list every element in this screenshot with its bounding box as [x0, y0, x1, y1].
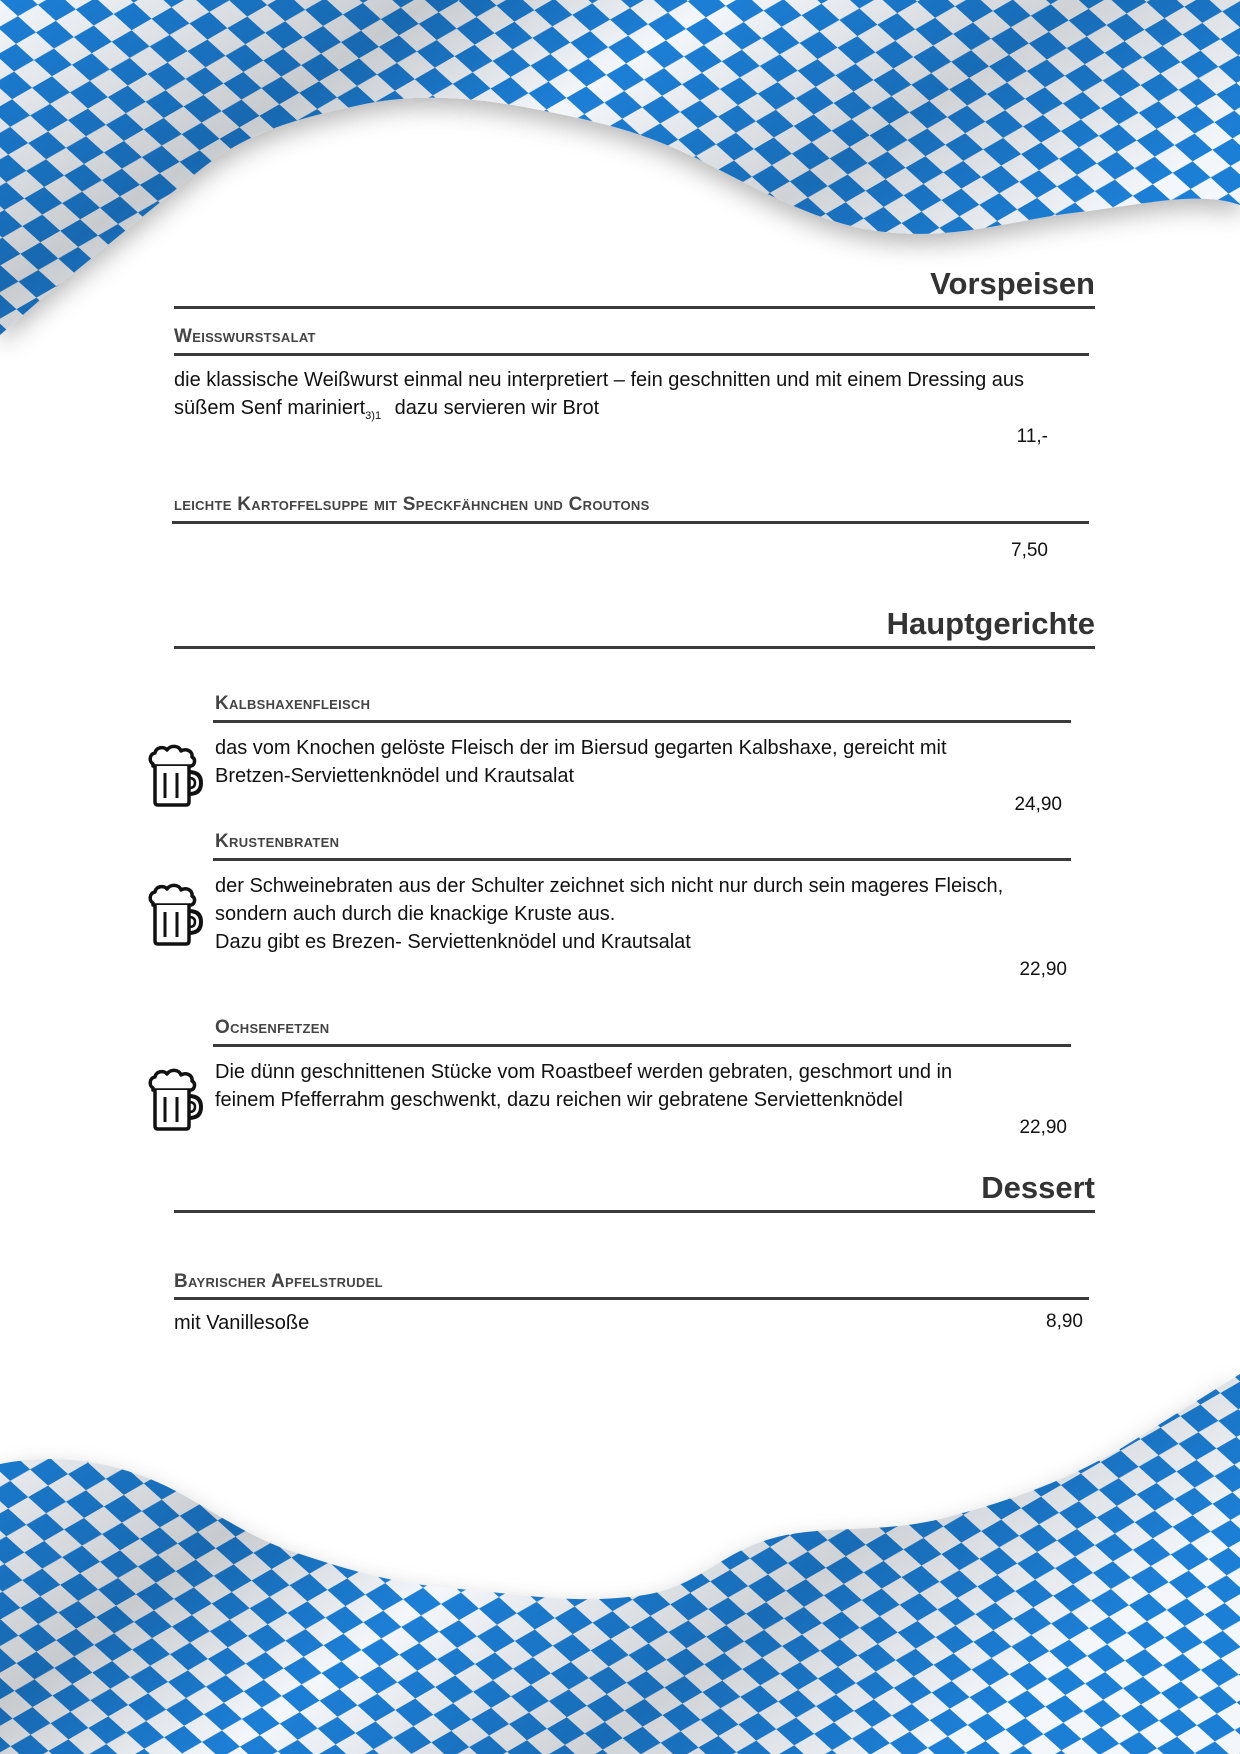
- item-name-krustenbraten: Krustenbraten: [215, 831, 340, 852]
- item-rule: [174, 1297, 1089, 1300]
- beer-mug-icon: [145, 1066, 203, 1132]
- item-name-ochsenfetzen: Ochsenfetzen: [215, 1017, 330, 1038]
- section-rule-mains: [174, 646, 1095, 649]
- item-rule: [174, 353, 1089, 356]
- description-line: süßem Senf mariniert: [174, 397, 366, 419]
- item-price-krustenbraten: 22,90: [1019, 959, 1067, 980]
- item-name-apfelstrudel: Bayrischer Apfelstrudel: [174, 1271, 383, 1292]
- item-description-krustenbraten: [215, 872, 1095, 956]
- description-line: der Schweinebraten aus der Schulter zeichnet sich nicht nur durch sein mageres Fleisch,: [215, 875, 1004, 897]
- item-rule: [213, 720, 1071, 723]
- item-description-apfelstrudel: mit Vanillesoße: [174, 1312, 310, 1334]
- item-price-apfelstrudel: 8,90: [1046, 1311, 1083, 1332]
- section-rule-starters: [174, 306, 1095, 309]
- item-description-kalbshaxenfleisch: [215, 734, 1095, 790]
- description-line: die klassische Weißwurst einmal neu interpretiert – fein geschnitten und mit einem Dressing aus: [174, 369, 1025, 391]
- item-price-kalbshaxenfleisch: 24,90: [1014, 794, 1062, 815]
- item-price-kartoffelsuppe: 7,50: [1011, 540, 1048, 561]
- checkered-cloth-bottom-decoration: [0, 1354, 1240, 1754]
- item-rule: [172, 521, 1089, 524]
- item-price-ochsenfetzen: 22,90: [1019, 1117, 1067, 1138]
- description-line: das vom Knochen gelöste Fleisch der im Biersud gegarten Kalbshaxe, gereicht mit: [215, 737, 947, 759]
- beer-mug-icon: [145, 881, 203, 947]
- description-line: feinem Pfefferrahm geschwenkt, dazu reichen wir gebratene Serviettenknödel: [215, 1089, 903, 1111]
- section-title-dessert: Dessert: [981, 1170, 1095, 1205]
- item-name-weisswurstsalat: Weißwurstsalat: [174, 326, 316, 347]
- section-title-mains: Hauptgerichte: [886, 606, 1095, 641]
- description-line: Die dünn geschnittenen Stücke vom Roastbeef werden gebraten, geschmort und in: [215, 1061, 953, 1083]
- description-line: sondern auch durch die knackige Kruste aus.: [215, 903, 616, 925]
- description-line: Bretzen-Serviettenknödel und Krautsalat: [215, 765, 575, 787]
- description-line: dazu servieren wir Brot: [394, 397, 600, 419]
- item-rule: [213, 1044, 1071, 1047]
- item-rule: [213, 858, 1071, 861]
- section-title-starters: Vorspeisen: [930, 266, 1095, 301]
- item-description-weisswurstsalat: [174, 366, 1094, 430]
- item-description-ochsenfetzen: [215, 1058, 1095, 1114]
- allergen-note: 3)1: [365, 410, 382, 422]
- item-name-kalbshaxenfleisch: Kalbshaxenfleisch: [215, 693, 371, 714]
- item-price-weisswurstsalat: 11,-: [1016, 426, 1048, 447]
- description-line: Dazu gibt es Brezen- Serviettenknödel und Krautsalat: [215, 931, 691, 953]
- item-name-kartoffelsuppe: leichte Kartoffelsuppe mit Speckfähnchen und Croutons: [174, 494, 650, 515]
- beer-mug-icon: [145, 742, 203, 808]
- section-rule-dessert: [174, 1210, 1095, 1213]
